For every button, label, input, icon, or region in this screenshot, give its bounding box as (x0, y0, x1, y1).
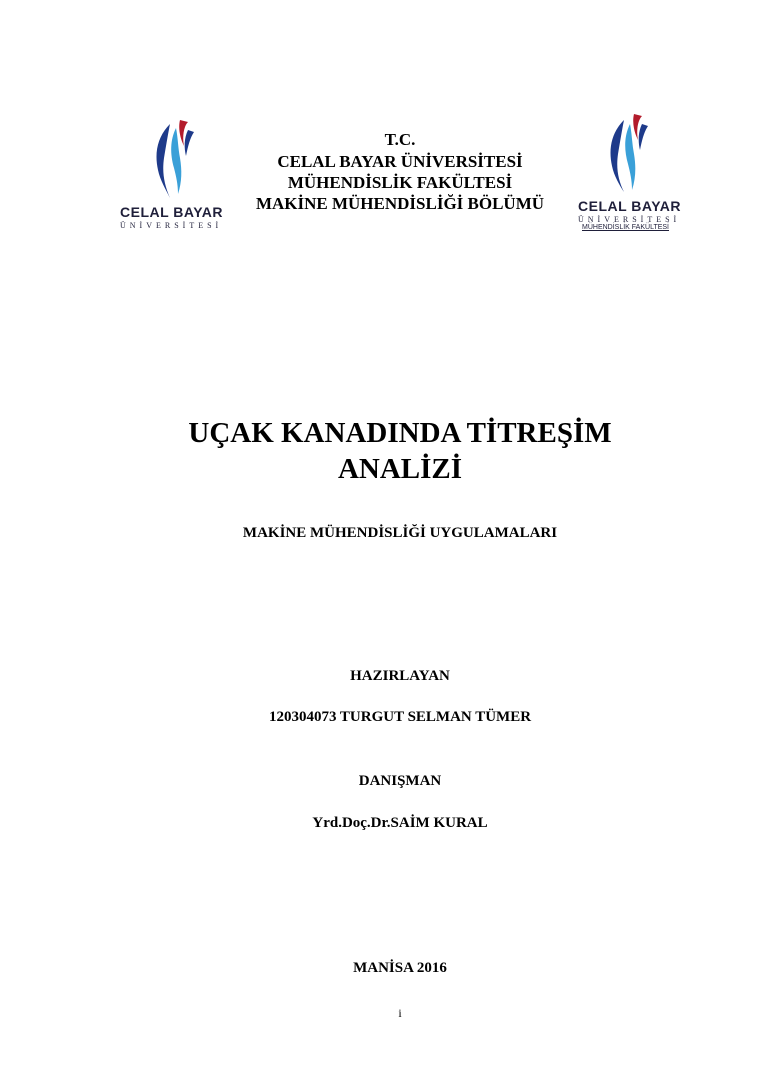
left-logo-subtitle: ÜNİVERSİTESİ (120, 221, 223, 230)
course-name: MAKİNE MÜHENDİSLİĞİ UYGULAMALARI (242, 525, 558, 541)
left-flame-emblem-icon (118, 118, 228, 198)
advisor-value: Yrd.Doç.Dr.SAİM KURAL (312, 815, 488, 831)
right-logo-faculty: MÜHENDİSLİK FAKÜLTESİ (582, 224, 670, 231)
advisor-label: DANIŞMAN (358, 773, 442, 789)
header-tc: T.C. (384, 130, 416, 149)
right-logo-subtitle: ÜNİVERSİTESİ (578, 215, 681, 224)
right-faculty-logo (574, 112, 686, 234)
page-number: i (398, 1006, 402, 1020)
left-university-logo (118, 118, 228, 230)
document-title-line1: UÇAK KANADINDA TİTREŞİM (188, 417, 612, 449)
left-logo-name: CELAL BAYAR (120, 204, 224, 220)
prepared-by-label: HAZIRLAYAN (350, 668, 450, 684)
right-logo-name: CELAL BAYAR (578, 198, 682, 214)
place-year: MANİSA 2016 (353, 960, 447, 976)
prepared-by-value: 120304073 TURGUT SELMAN TÜMER (268, 709, 532, 725)
header-faculty: MÜHENDİSLİK FAKÜLTESİ (287, 173, 513, 192)
document-title-line2: ANALİZİ (337, 453, 463, 485)
header-department: MAKİNE MÜHENDİSLİĞİ BÖLÜMÜ (255, 194, 545, 213)
header-university: CELAL BAYAR ÜNİVERSİTESİ (277, 152, 523, 171)
right-flame-emblem-icon (574, 112, 686, 192)
